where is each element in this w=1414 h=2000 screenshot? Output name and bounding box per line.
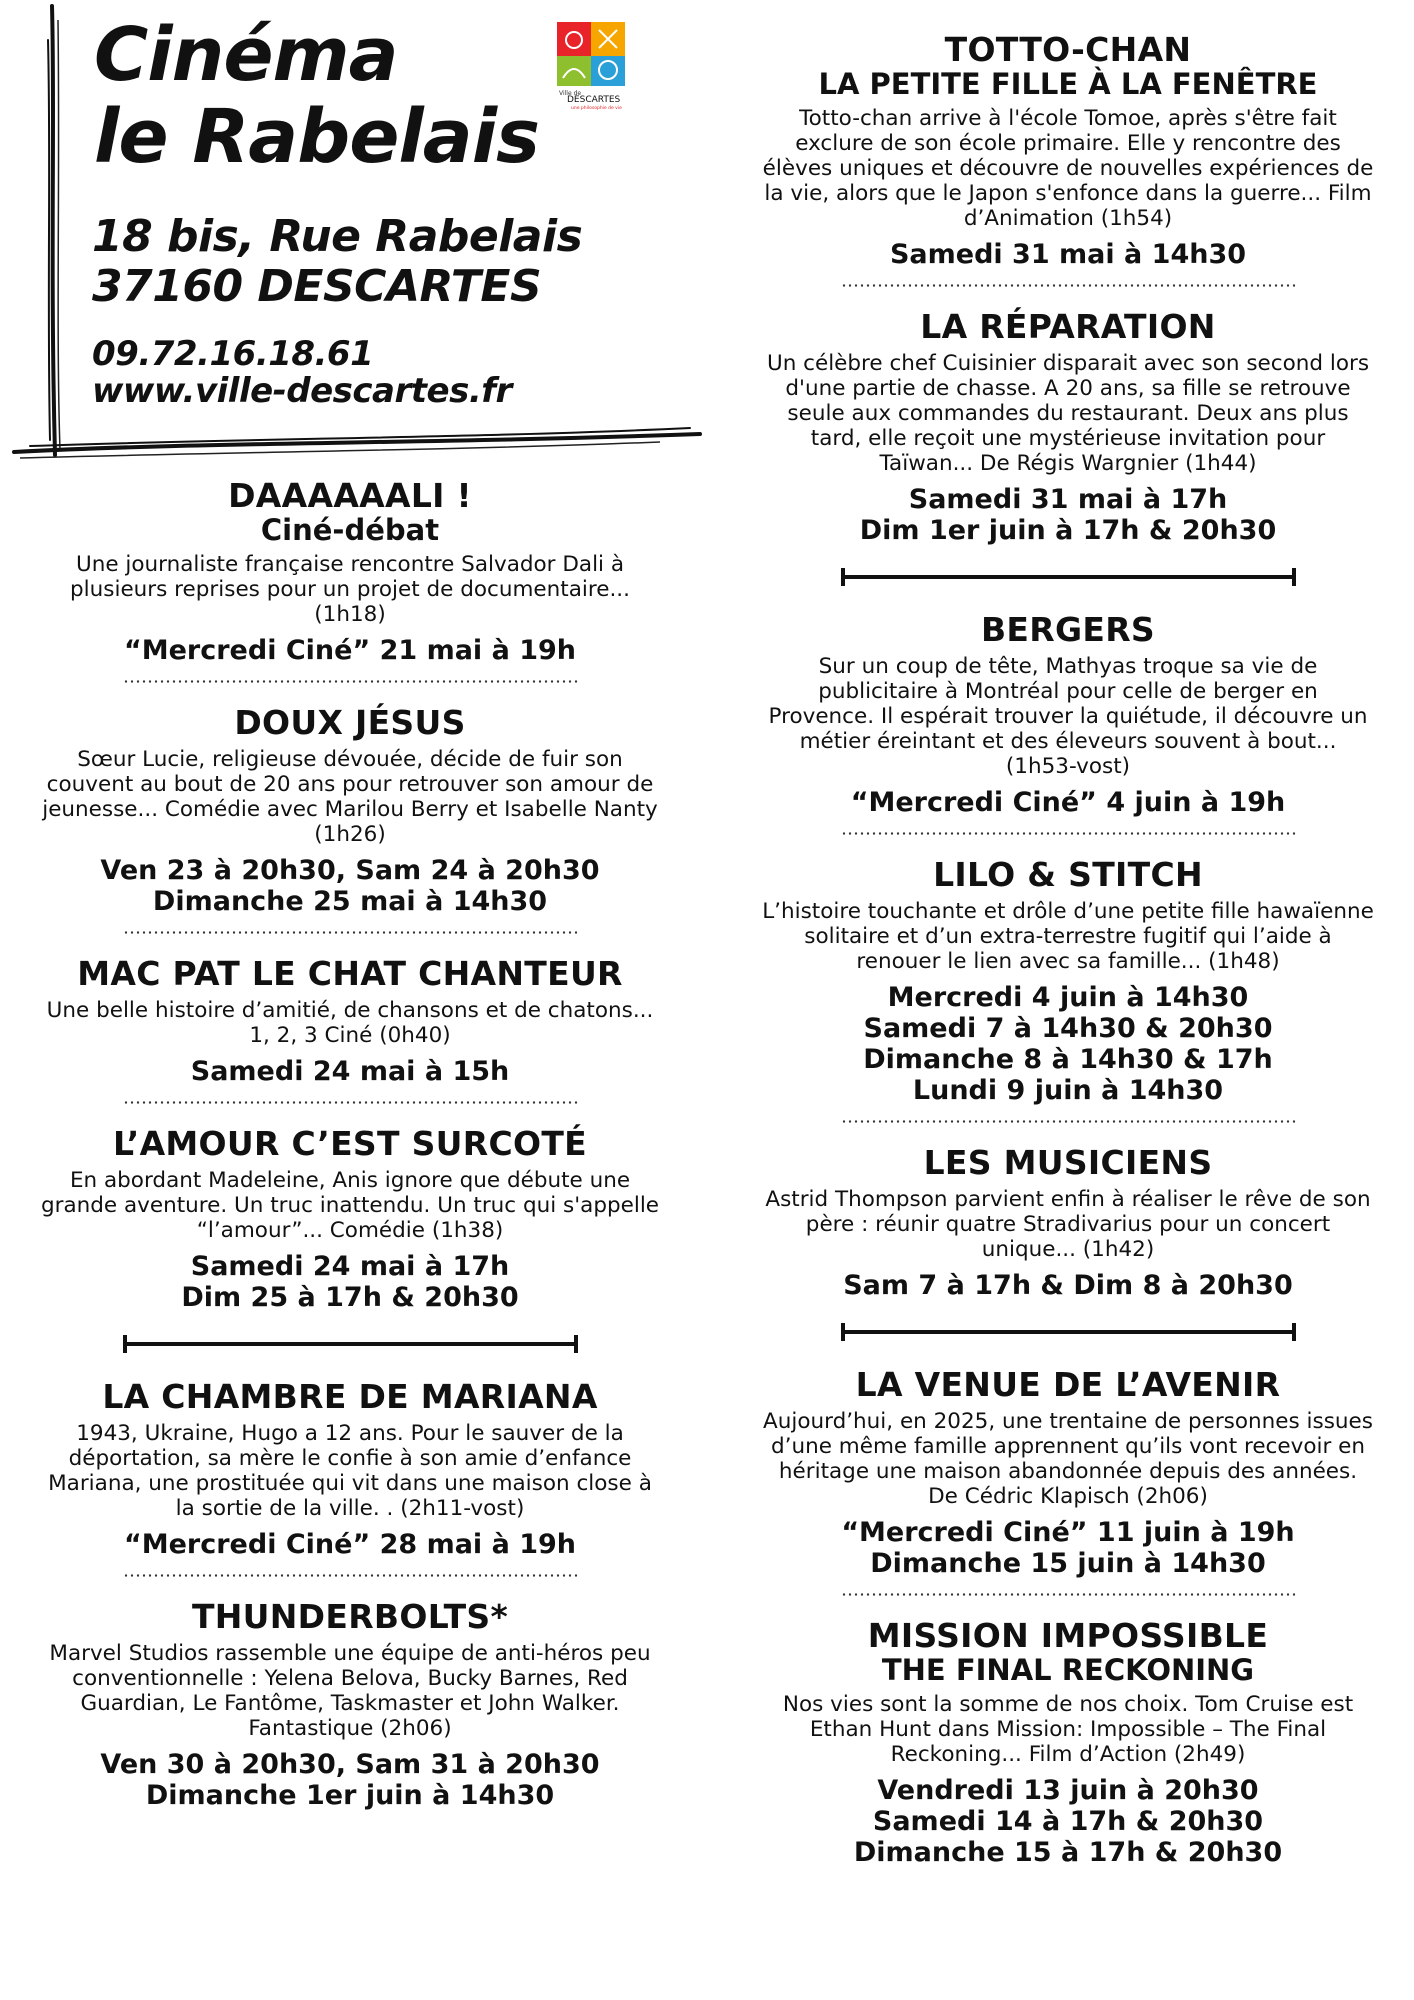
header [0, 0, 720, 470]
dotted-separator [841, 832, 1296, 835]
dotted-separator [123, 931, 578, 934]
movie-l-amour-c-est-surcote [40, 1126, 660, 1313]
movie-la-reparation [762, 309, 1374, 546]
movie-title: LA CHAMBRE DE MARIANA [102, 1377, 598, 1416]
movie-description: Sur un coup de tête, Mathyas troque sa vie de publicitaire à Montréal pour celle de berger en Provence. Il espérait trouver la quiétude, il découvre un métier éreintant et des éleveurs souvent à bout... (1h53-vost) [768, 654, 1368, 779]
movie-showtimes [40, 1529, 660, 1560]
movie-description: Un célèbre chef Cuisinier disparait avec son second lors d'une partie de chasse. A 20 ans, sa fille se retrouve seule aux commandes du restaurant. Deux ans plus tard, elle reçoit une mystérieuse invitation pour Taïwan... De Régis Wargnier (1h44) [766, 351, 1370, 476]
showtime-line: “Mercredi Ciné” 11 juin à 19h [841, 1517, 1295, 1548]
movie-title: DOUX JÉSUS [234, 703, 466, 742]
dotted-separator [123, 1574, 578, 1577]
movie-title: MAC PAT LE CHAT CHANTEUR [77, 954, 623, 993]
movie-la-venue-de-l-avenir [762, 1367, 1374, 1579]
showtime-line: Samedi 7 à 14h30 & 20h30 [863, 1013, 1273, 1044]
bar-cap-right [1292, 1323, 1296, 1341]
movie-daaaaaali [40, 478, 660, 666]
movie-description: Marvel Studios rassemble une équipe de anti-héros peu conventionnelle : Yelena Belova, Bucky Barnes, Red Guardian, Le Fantôme, Taskmaster et John Walker. Fantastique (2h06) [49, 1641, 651, 1741]
showtime-line: Samedi 31 mai à 17h [908, 484, 1228, 515]
movie-bergers [762, 612, 1374, 818]
website-link[interactable]: www.ville-descartes.fr [92, 371, 512, 411]
showtime-line: “Mercredi Ciné” 21 mai à 19h [124, 635, 576, 666]
showtime-line: Vendredi 13 juin à 20h30 [877, 1775, 1259, 1806]
movie-thunderbolts [40, 1599, 660, 1811]
movie-showtimes [762, 787, 1374, 818]
movie-title: LES MUSICIENS [923, 1143, 1213, 1182]
showtime-line: Dimanche 25 mai à 14h30 [152, 886, 548, 917]
movie-description: Une belle histoire d’amitié, de chansons et de chatons... 1, 2, 3 Ciné (0h40) [46, 998, 654, 1048]
movie-description: Aujourd’hui, en 2025, une trentaine de personnes issues d’une même famille apprennent qu’ils vont recevoir en héritage une maison abandonnée depuis des années. De Cédric Klapisch (2h06) [763, 1409, 1373, 1509]
showtime-line: Lundi 9 juin à 14h30 [912, 1075, 1224, 1106]
logo-text-main: DESCARTES [567, 95, 621, 105]
movie-title: L’AMOUR C’EST SURCOTÉ [113, 1124, 587, 1163]
phone-number: 09.72.16.18.61 [92, 334, 374, 374]
movie-la-chambre-de-mariana [40, 1379, 660, 1560]
movie-showtimes [40, 1056, 660, 1087]
dotted-separator [841, 1593, 1296, 1596]
movie-subtitle: Ciné-débat [260, 513, 440, 547]
movie-showtimes [762, 982, 1374, 1106]
movie-showtimes [40, 855, 660, 917]
bar-line [841, 575, 1296, 579]
movie-description: Totto-chan arrive à l'école Tomoe, après s'être fait exclure de son école primaire. Elle y rencontre des élèves uniques et découvre de nouvelles expériences de la vie, alors que le Japon s'enfonce dans la guerre... Film d’Animation (1h54) [762, 106, 1374, 231]
movie-doux-jesus [40, 705, 660, 917]
movie-showtimes [762, 484, 1374, 546]
movie-mission-impossible [762, 1618, 1374, 1868]
dotted-separator [841, 1120, 1296, 1123]
showtime-line: Sam 7 à 17h & Dim 8 à 20h30 [843, 1270, 1293, 1301]
movie-totto-chan [762, 32, 1374, 270]
movie-showtimes [762, 1517, 1374, 1579]
movie-description: L’histoire touchante et drôle d’une petite fille hawaïenne solitaire et d’un extra-terrestre fugitif qui l’aide à renouer le lien avec sa famille... (1h48) [762, 899, 1374, 974]
showtime-line: Samedi 24 mai à 15h [190, 1056, 510, 1087]
showtime-line: Samedi 24 mai à 17h [190, 1251, 510, 1282]
movie-lilo-stitch [762, 857, 1374, 1106]
movie-les-musiciens [762, 1145, 1374, 1301]
showtime-line: Dimanche 1er juin à 14h30 [145, 1780, 555, 1811]
showtime-line: Mercredi 4 juin à 14h30 [887, 982, 1249, 1013]
logo-tagline: une philosophie de vie [571, 106, 622, 111]
movie-subtitle: THE FINAL RECKONING [881, 1653, 1255, 1687]
movie-title: TOTTO-CHAN [944, 30, 1192, 69]
movie-description: Une journaliste française rencontre Salvador Dali à plusieurs reprises pour un projet de documentaire... (1h18) [70, 552, 630, 627]
bar-separator [841, 1323, 1296, 1341]
bar-separator [841, 568, 1296, 586]
movie-description: Nos vies sont la somme de nos choix. Tom Cruise est Ethan Hunt dans Mission: Impossible – The Final Reckoning... Film d’Action (2h49) [782, 1692, 1354, 1767]
dotted-separator [123, 680, 578, 683]
movie-description: 1943, Ukraine, Hugo a 12 ans. Pour le sauver de la déportation, sa mère le confie à son amie d’enfance Mariana, une prostituée qui vit dans une maison close à la sortie de la ville. . (2h11-vost) [48, 1421, 652, 1521]
movie-mac-pat-le-chat-chanteur [40, 956, 660, 1087]
movie-showtimes [762, 1270, 1374, 1301]
showtime-line: Ven 30 à 20h30, Sam 31 à 20h30 [100, 1749, 600, 1780]
movie-description: Astrid Thompson parvient enfin à réaliser le rêve de son père : réunir quatre Stradivarius pour un concert unique... (1h42) [765, 1187, 1371, 1262]
showtime-line: Samedi 14 à 17h & 20h30 [872, 1806, 1264, 1837]
address-city: 37160 DESCARTES [92, 261, 542, 312]
bar-cap-right [574, 1335, 578, 1353]
showtime-line: Dimanche 8 à 14h30 & 17h [863, 1044, 1273, 1075]
showtime-line: Dimanche 15 à 17h & 20h30 [853, 1837, 1283, 1868]
bar-cap-right [1292, 568, 1296, 586]
movie-title: MISSION IMPOSSIBLE [867, 1616, 1269, 1655]
movie-showtimes [40, 635, 660, 666]
bar-line [123, 1342, 578, 1346]
movie-description: En abordant Madeleine, Anis ignore que débute une grande aventure. Un truc inattendu. Un truc qui s'appelle “l’amour”... Comédie (1h38) [40, 1168, 660, 1243]
movie-showtimes [40, 1749, 660, 1811]
right-column-program [762, 32, 1374, 1868]
bar-separator [123, 1335, 578, 1353]
dotted-separator [841, 284, 1296, 287]
showtime-line: Samedi 31 mai à 14h30 [889, 239, 1247, 270]
movie-title: THUNDERBOLTS* [191, 1597, 509, 1636]
showtime-line: Dimanche 15 juin à 14h30 [870, 1548, 1266, 1579]
movie-title: LA VENUE DE L’AVENIR [855, 1365, 1281, 1404]
movie-title: LILO & STITCH [933, 855, 1203, 894]
showtime-line: Dim 25 à 17h & 20h30 [181, 1282, 519, 1313]
left-column-program [40, 478, 660, 1811]
showtime-line: “Mercredi Ciné” 4 juin à 19h [850, 787, 1286, 818]
cinema-title-line2: le Rabelais [94, 94, 540, 180]
showtime-line: “Mercredi Ciné” 28 mai à 19h [124, 1529, 576, 1560]
address-street: 18 bis, Rue Rabelais [92, 211, 583, 262]
movie-showtimes [762, 1775, 1374, 1868]
cinema-title-line1: Cinéma [94, 12, 398, 98]
movie-title: BERGERS [980, 610, 1155, 649]
bar-line [841, 1330, 1296, 1334]
showtime-line: Dim 1er juin à 17h & 20h30 [859, 515, 1277, 546]
movie-title: LA RÉPARATION [920, 307, 1216, 346]
ville-de-descartes-logo [555, 20, 629, 112]
movie-showtimes [762, 239, 1374, 270]
logo-text-small: Ville de [559, 90, 582, 97]
movie-title: DAAAAAALI ! [228, 476, 472, 515]
dotted-separator [123, 1101, 578, 1104]
movie-showtimes [40, 1251, 660, 1313]
showtime-line: Ven 23 à 20h30, Sam 24 à 20h30 [100, 855, 600, 886]
movie-subtitle: LA PETITE FILLE À LA FENÊTRE [818, 67, 1318, 101]
movie-description: Sœur Lucie, religieuse dévouée, décide de fuir son couvent au bout de 20 ans pour retrouver son amour de jeunesse... Comédie avec Marilou Berry et Isabelle Nanty (1h26) [42, 747, 658, 847]
